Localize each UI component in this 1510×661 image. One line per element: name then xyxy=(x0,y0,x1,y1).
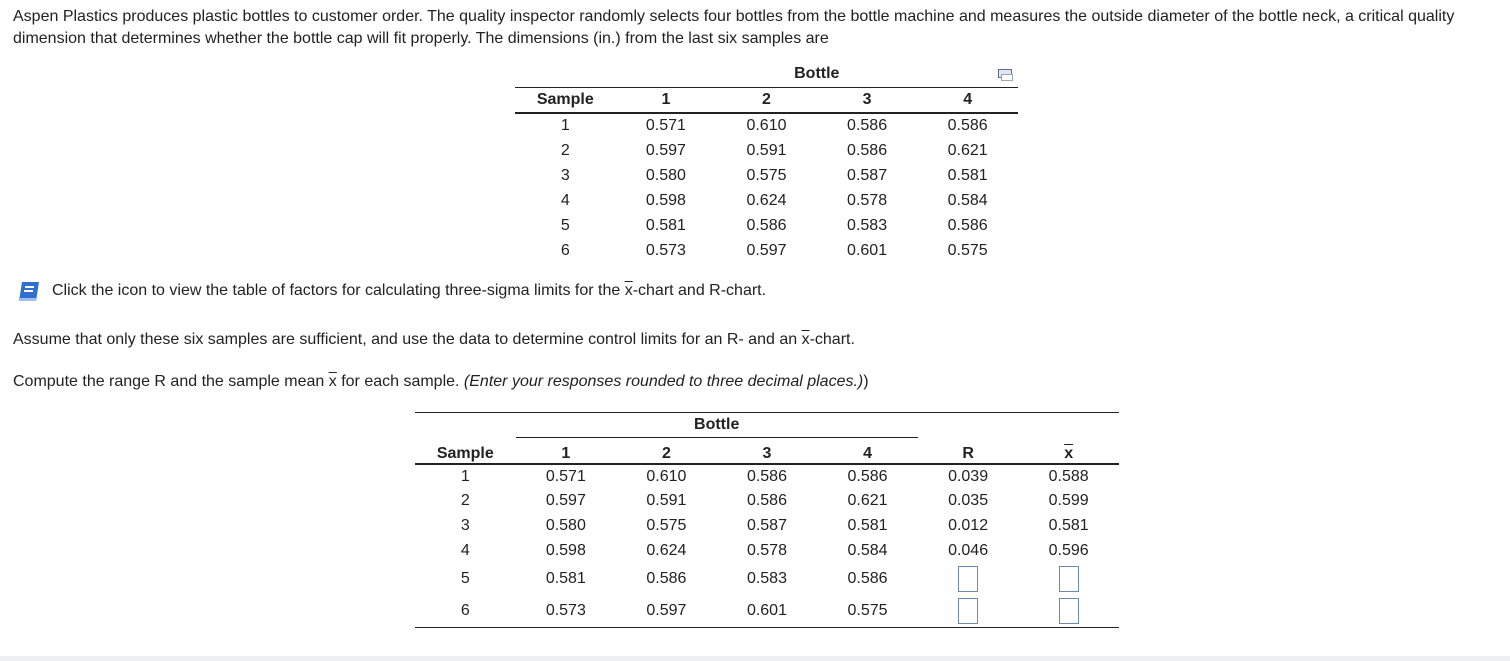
column-header: 2 xyxy=(762,90,771,108)
table-cell: 0.597 xyxy=(645,141,686,159)
range-input[interactable] xyxy=(958,566,978,592)
table-cell: 4 xyxy=(560,191,570,209)
table-cell: 1 xyxy=(460,467,470,485)
table-cell: 2 xyxy=(560,141,570,159)
table-cell: 0.575 xyxy=(847,601,888,619)
table-row xyxy=(415,595,1119,628)
table-row xyxy=(515,213,1018,238)
table-row xyxy=(515,188,1018,213)
table-cell: 0.596 xyxy=(1048,542,1089,559)
column-header: 4 xyxy=(963,90,973,108)
table-cell: 0.586 xyxy=(746,492,787,509)
table-row xyxy=(515,163,1018,188)
table-cell: 0.621 xyxy=(847,492,888,509)
table-cell: 0.046 xyxy=(948,542,989,559)
table-cell: 0.610 xyxy=(646,467,687,485)
table-cell: 0.586 xyxy=(746,467,787,485)
table-cell: 0.581 xyxy=(1048,517,1089,534)
table-cell: 0.586 xyxy=(847,141,888,159)
table-cell: 0.597 xyxy=(646,601,687,619)
table-cell: 0.571 xyxy=(645,117,686,134)
column-header: Sample xyxy=(536,90,594,108)
table-cell xyxy=(1018,564,1119,595)
table-cell: 0.586 xyxy=(847,117,888,134)
table-cell: 5 xyxy=(460,570,470,587)
table-cell: 0.598 xyxy=(645,191,686,209)
table-cell: 0.575 xyxy=(947,241,988,259)
column-header: $\overline{x}$ xyxy=(1064,444,1074,462)
bottle-group-header: Bottle xyxy=(516,413,918,438)
range-input[interactable] xyxy=(958,598,978,624)
table-cell: 0.591 xyxy=(746,141,787,159)
column-header: 3 xyxy=(762,444,772,462)
table-cell: 0.584 xyxy=(847,542,888,559)
table-row xyxy=(415,514,1119,539)
table-cell: 0.012 xyxy=(948,517,989,534)
column-header: 3 xyxy=(862,90,872,108)
table-cell: 0.588 xyxy=(1048,467,1089,485)
table-cell: 0.599 xyxy=(1048,492,1089,509)
table-cell xyxy=(918,595,1019,628)
table-cell: 0.587 xyxy=(847,166,888,184)
table-cell: 0.586 xyxy=(847,467,888,485)
table-cell: 0.597 xyxy=(545,492,586,509)
table-cell: 0.571 xyxy=(545,467,586,485)
column-header: 4 xyxy=(863,444,872,462)
mean-input[interactable] xyxy=(1059,566,1079,592)
table-cell: 3 xyxy=(560,166,570,184)
table-cell: 0.575 xyxy=(746,166,787,184)
table-row xyxy=(415,489,1119,514)
table-cell: 0.573 xyxy=(545,601,586,619)
table-cell: 0.035 xyxy=(948,492,989,509)
footer-bar xyxy=(0,656,1510,661)
table-cell: 0.586 xyxy=(947,117,988,134)
bottle-data-table xyxy=(515,61,1018,263)
table-cell: 0.575 xyxy=(646,517,687,534)
table-cell: 0.583 xyxy=(847,216,888,234)
table-cell: 0.587 xyxy=(746,517,787,534)
table-cell: 0.624 xyxy=(646,542,687,559)
table-cell: 0.597 xyxy=(746,241,787,259)
table-row xyxy=(515,238,1018,263)
table-cell: 0.580 xyxy=(645,166,686,184)
table-cell: 0.624 xyxy=(746,191,787,209)
table-cell: 0.581 xyxy=(847,517,888,534)
table-cell: 0.578 xyxy=(847,191,888,209)
table-cell: 0.586 xyxy=(646,570,687,587)
table-cell: 2 xyxy=(460,492,470,509)
table-cell: 0.586 xyxy=(746,216,787,234)
table-cell: 0.586 xyxy=(847,570,888,587)
table-row xyxy=(415,564,1119,595)
column-header: Sample xyxy=(436,444,494,462)
bottle-group-header: Bottle xyxy=(794,64,840,82)
table-cell: 0.039 xyxy=(948,467,989,485)
table-cell: 1 xyxy=(560,117,570,134)
table-cell xyxy=(1018,595,1119,628)
table-cell: 0.578 xyxy=(746,542,787,559)
table-cell: 0.610 xyxy=(746,117,787,134)
column-header: 1 xyxy=(561,444,571,462)
column-header: 2 xyxy=(661,444,671,462)
table-cell: 0.580 xyxy=(545,517,586,534)
mean-input[interactable] xyxy=(1059,598,1079,624)
table-cell: 6 xyxy=(560,241,570,259)
table-cell: 0.621 xyxy=(947,141,988,159)
problem-intro: Aspen Plastics produces plastic bottles to customer order. The quality inspector randomly selects four bottles from the bottle machine and measures the outside diameter of the bottle neck, a critical quality dimension that determines whether the bottle cap will fit properly. The dimensions (in.) from the last six samples are xyxy=(13,8,1455,47)
book-icon[interactable] xyxy=(16,280,44,309)
table-cell xyxy=(918,564,1019,595)
table-cell: 4 xyxy=(460,542,470,559)
table-cell: 6 xyxy=(460,601,470,619)
column-header: 1 xyxy=(661,90,671,108)
table-cell: 0.583 xyxy=(746,570,787,587)
table-cell: 0.598 xyxy=(545,542,586,559)
table-cell: 3 xyxy=(460,517,470,534)
table-cell: 0.591 xyxy=(646,492,687,509)
table-cell: 0.584 xyxy=(947,191,988,209)
table-cell: 0.581 xyxy=(947,166,988,184)
table-cell: 0.581 xyxy=(545,570,586,587)
table-row xyxy=(415,539,1119,564)
instruction-text: Compute the range R and the sample mean $\overline{x}$ for each sample. (Enter your responses rounded to three decimal places.)) xyxy=(13,373,869,390)
table-row xyxy=(415,464,1119,489)
factors-link-text[interactable]: Click the icon to view the table of factors for calculating three-sigma limits for the $\overline{x}$-chart and R-chart. xyxy=(52,282,767,299)
table-cell: 0.573 xyxy=(645,241,686,259)
table-cell: 0.601 xyxy=(847,241,888,259)
answer-table xyxy=(415,412,1119,628)
table-cell: 0.601 xyxy=(746,601,787,619)
table-cell: 5 xyxy=(560,216,570,234)
table-row xyxy=(515,113,1018,138)
table-row xyxy=(515,138,1018,163)
table-cell: 0.586 xyxy=(947,216,988,234)
column-header: R xyxy=(962,444,974,462)
assumption-text: Assume that only these six samples are sufficient, and use the data to determine control limits for an R- and an $\overline{x}$-chart. xyxy=(13,331,855,348)
table-cell: 0.581 xyxy=(645,216,686,234)
